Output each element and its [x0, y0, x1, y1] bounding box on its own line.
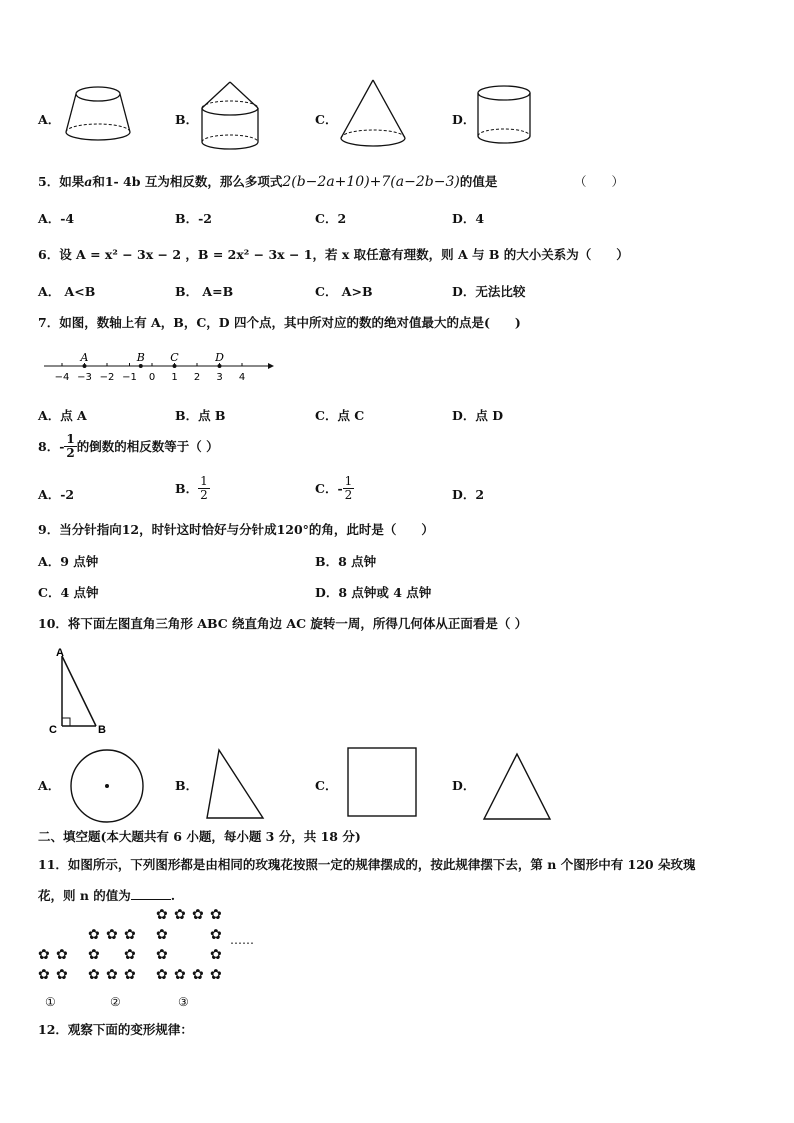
q5-answer-paren: （ ） [574, 174, 625, 189]
square-figure [347, 747, 419, 819]
rose-icon: ✿ [174, 907, 186, 923]
q7-option-b: B．点 B [175, 408, 226, 423]
q8-option-c-prefix: C．- [315, 481, 343, 497]
number-line-tick-label: 2 [193, 372, 201, 383]
rose-icon: ✿ [56, 967, 68, 983]
q5-option-a: A．-4 [38, 211, 75, 226]
right-triangle-figure [205, 748, 267, 822]
q5-expression: 2(b−2a+10)+7(a−2b−3) [282, 174, 460, 190]
q10-option-d-label: D． [452, 778, 476, 793]
q10-option-c-label: C． [315, 778, 338, 793]
q7-option-a: A．点 A [38, 408, 87, 423]
rose-icon: ✿ [124, 947, 136, 963]
number-line-point-c [173, 364, 177, 368]
q5-text-after: 的值是 [459, 174, 498, 189]
rose-icon: ✿ [56, 947, 68, 963]
rose-icon: ✿ [124, 967, 136, 983]
q5-text-before: 5．如果 [38, 174, 85, 189]
q9-option-c: C．4 点钟 [38, 585, 99, 600]
rose-icon: ✿ [192, 967, 204, 983]
figure-label-2: ② [110, 995, 121, 1009]
q8-fraction-numerator: 1 [66, 432, 75, 446]
number-line-tick-label: −3 [77, 372, 92, 383]
q6-question: 6．设 A = x² − 3x − 2 ，B = 2x² − 3x − 1，若 x 取任意有理数，则 A 与 B 的大小关系为（ ） [38, 247, 629, 262]
q8-question [38, 433, 219, 459]
q11-answer-blank [131, 887, 171, 900]
cylinder-figure [476, 84, 534, 150]
circle-with-center-figure [69, 748, 147, 826]
rose-icon: ✿ [156, 927, 168, 943]
q5-var-a: a [84, 174, 93, 189]
q5-mid: 和1- 4b 互为相反数，那么多项式 [92, 174, 283, 189]
q5-question [38, 172, 497, 190]
q4-option-c-label: C． [315, 112, 338, 127]
q10-option-a-label: A． [38, 778, 61, 793]
rose-icon: ✿ [124, 927, 136, 943]
q7-option-d: D．点 D [452, 408, 504, 423]
number-line-point-label: A [80, 351, 89, 364]
rose-icon: ✿ [174, 967, 186, 983]
rose-icon: ✿ [210, 907, 222, 923]
section-heading-fill-in: 二、填空题(本大题共有 6 小题，每小题 3 分，共 18 分) [38, 829, 361, 844]
rose-icon: ✿ [192, 907, 204, 923]
number-line-tick-label: 1 [171, 372, 178, 383]
q8-option-b [175, 475, 210, 501]
number-line-tick-label: −1 [122, 372, 137, 383]
q9-option-d: D．8 点钟或 4 点钟 [315, 585, 432, 600]
frustum-figure [60, 84, 140, 146]
figure-label-3: ③ [178, 995, 189, 1009]
number-line-figure [40, 348, 280, 384]
q11-ellipsis: …… [230, 933, 254, 947]
rose-icon: ✿ [88, 947, 100, 963]
rose-icon: ✿ [156, 947, 168, 963]
q9-option-b: B．8 点钟 [315, 554, 377, 569]
q5-option-c: C．2 [315, 211, 347, 226]
q8-prefix: 8．- [38, 439, 65, 455]
triangle-label-b: B [98, 724, 106, 736]
number-line-tick-label: 0 [148, 372, 156, 383]
q9-option-a: A．9 点钟 [38, 554, 99, 569]
rose-icon: ✿ [156, 967, 168, 983]
q6-option-a: A． A<B [38, 284, 96, 299]
q8-option-c-fraction [343, 475, 355, 501]
rose-icon: ✿ [210, 967, 222, 983]
q8-option-c-numerator: 1 [344, 474, 353, 488]
q9-question: 9．当分针指向12，时针这时恰好与分针成120°的角，此时是（ ） [38, 522, 434, 537]
q12-question: 12．观察下面的变形规律： [38, 1022, 193, 1037]
q11-question-line1: 11．如图所示，下列图形都是由相同的玫瑰花按照一定的规律摆成的，按此规律摆下去，第 n 个图形中有 120 朵玫瑰 [38, 857, 696, 872]
q6-option-b: B． A=B [175, 284, 234, 299]
q8-option-a: A．-2 [38, 487, 75, 502]
isosceles-triangle-figure [482, 752, 554, 822]
rose-icon: ✿ [210, 947, 222, 963]
q8-option-c-denominator: 2 [344, 487, 353, 502]
q5-option-d: D．4 [452, 211, 485, 226]
q5-option-b: B．-2 [175, 211, 212, 226]
q6-option-c: C． A>B [315, 284, 373, 299]
q4-option-b-label: B． [175, 112, 199, 127]
q8-option-b-fraction [198, 475, 210, 501]
number-line-tick-label: −4 [54, 372, 70, 383]
q4-option-a-label: A． [38, 112, 61, 127]
q7-question: 7．如图，数轴上有 A，B，C，D 四个点，其中所对应的数的绝对值最大的点是( ) [38, 315, 521, 330]
triangle-label-a: A [56, 647, 64, 659]
q8-suffix: 的倒数的相反数等于（ ） [76, 439, 219, 455]
q8-option-d: D．2 [452, 487, 485, 502]
q8-option-b-numerator: 1 [200, 474, 208, 488]
q7-option-c: C．点 C [315, 408, 365, 423]
q10-option-b-label: B． [175, 778, 199, 793]
number-line-tick-label: 3 [216, 372, 223, 383]
cone-on-cylinder-figure [198, 80, 264, 155]
number-line-tick-label: 4 [238, 372, 246, 383]
rose-icon: ✿ [38, 947, 50, 963]
number-line-point-label: C [170, 351, 179, 364]
triangle-label-c: C [49, 724, 57, 736]
number-line-point-label: B [136, 351, 145, 364]
q11-question-line2 [38, 886, 175, 904]
q4-option-d-label: D． [452, 112, 476, 127]
q8-option-b-prefix: B． [175, 481, 199, 497]
q8-option-c [315, 475, 354, 501]
rose-icon: ✿ [156, 907, 168, 923]
q6-option-d: D．无法比较 [452, 284, 526, 299]
number-line-point-d [218, 364, 222, 368]
rose-icon: ✿ [38, 967, 50, 983]
cone-figure [338, 78, 408, 154]
rose-icon: ✿ [106, 927, 118, 943]
q11-line2-before: 花，则 n 的值为 [38, 888, 131, 903]
rose-pattern-figures [36, 906, 266, 1012]
right-triangle-abc-figure [48, 646, 118, 736]
rose-icon: ✿ [88, 927, 100, 943]
number-line-point-b [139, 364, 143, 368]
number-line-point-label: D [215, 351, 224, 364]
rose-icon: ✿ [106, 967, 118, 983]
q8-fraction-denominator: 2 [66, 445, 75, 460]
rose-icon: ✿ [88, 967, 100, 983]
number-line-point-a [83, 364, 87, 368]
q10-question: 10．将下面左图直角三角形 ABC 绕直角边 AC 旋转一周，所得几何体从正面看是（ ） [38, 616, 528, 631]
q8-option-b-denominator: 2 [200, 487, 208, 502]
figure-label-1: ① [45, 995, 56, 1009]
q11-line2-after: . [170, 888, 176, 903]
rose-icon: ✿ [210, 927, 222, 943]
q8-fraction [64, 433, 76, 459]
number-line-arrow-icon [268, 363, 274, 369]
number-line-tick-label: −2 [99, 372, 115, 383]
